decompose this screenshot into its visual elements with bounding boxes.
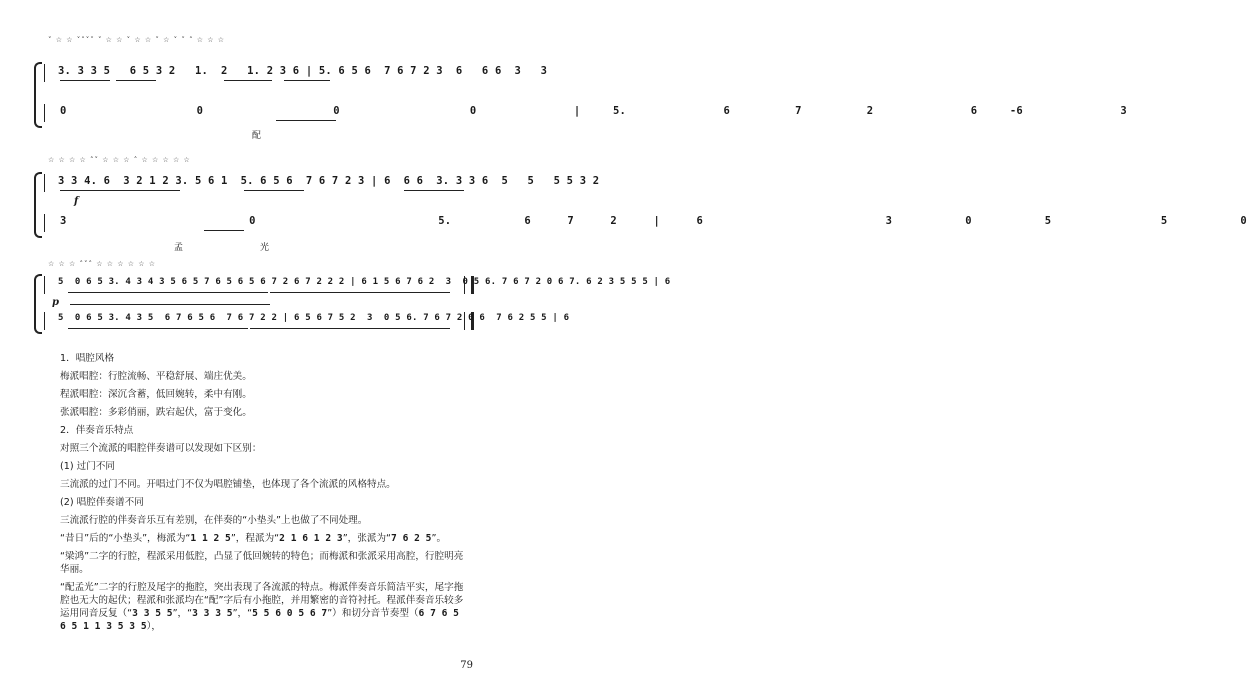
dynamic-extension-line: [70, 304, 270, 305]
notation-cheng: 2 1 6 1 2 3: [279, 533, 343, 544]
ornament-marks: ☆ ☆ ☆ ☆ ˄˅ ☆ ☆ ☆ ˄ ☆ ☆ ☆ ☆ ☆: [48, 156, 191, 164]
accompaniment-staff: [44, 312, 570, 330]
text-line: 三流派的过门不同。开唱过门不仅为唱腔铺垫，也体现了各个流派的风格特点。: [60, 479, 396, 490]
text-line: 梅派唱腔：行腔流畅、平稳舒展、端庄优美。: [60, 371, 252, 382]
accompaniment-notes: 0 0 0 0 | 5. 6 7 2 6 -6 3: [60, 105, 1127, 117]
notation-example: 3 3 5 5: [132, 608, 173, 619]
notation-example: 6 7 6 5 6 5 1 1 3 5 3 5: [60, 608, 459, 632]
notation-mei: 1 1 2 5: [190, 533, 231, 544]
text-line: 张派唱腔：多彩俏丽，跌宕起伏，富于变化。: [60, 407, 252, 418]
body-text: [60, 352, 470, 638]
notation-example: 3 3 3 5: [192, 608, 233, 619]
score-system-2: [34, 156, 1247, 258]
system-brace: [34, 274, 42, 334]
text-line: 程派唱腔：深沉含蓄，低回婉转，柔中有刚。: [60, 389, 252, 400]
system-brace: [34, 62, 42, 128]
text-line: “配孟光”二字的行腔及尾字的拖腔，突出表现了各流派的特点。梅派伴奏音乐简洁平实，尾字拖腔也无大的起伏；程派和张派均在“配”字后有小拖腔，并用繁密的音符衬托。程派伴奏音乐较多运用同音反复（“3 3 5 5”，“3 3 3 5”，“5 5 6 0 5 6 7”）和切分音节奏型（6 7 6 5 6 5 1 1 3 5 3 5），: [60, 582, 464, 632]
voice-staff: [44, 276, 671, 294]
lyric-meng: 孟: [174, 243, 184, 253]
ornament-marks: ☆ ☆ ☆ ˄˅˄ ☆ ☆ ☆ ☆ ☆ ☆: [48, 260, 157, 268]
voice-notes: 3 3 4. 6 3 2 1 2 3. 5 6 1 5. 6 5 6 7 6 7 2 3 | 6 6 6 3. 3 3 6 5 5 5 5 3 2: [58, 175, 600, 187]
system-brace: [34, 172, 42, 238]
lyric-pei: 配: [252, 131, 262, 141]
section-heading-2: 2．伴奏音乐特点: [60, 425, 134, 436]
accompaniment-staff: [44, 214, 1247, 232]
lyric-guang: 光: [260, 243, 270, 253]
voice-notes: 3. 3 3 5 6 5 3 2 1. 2 1. 2 3 6 | 5. 6 5 6 7 6 7 2 3 6 6 6 3 3: [58, 65, 548, 77]
accompaniment-notes: 3 0 5. 6 7 2 | 6 3 0 5 5 0: [60, 215, 1247, 227]
voice-notes: 5 0 6 5 3. 4 3 4 3 5 6 5 7 6 5 6 5 6 7 2 6 7 2 2 2 | 6 1 5 6 7 6 2 3 0 5 6. 7 6 7 2 0 6 7. 6 2 3 5 5 5 | 6: [58, 277, 671, 287]
subheading: (1) 过门不同: [60, 461, 116, 472]
dynamic-piano: p: [52, 297, 59, 308]
text-line: 对照三个流派的唱腔伴奏谱可以发现如下区别：: [60, 443, 262, 454]
voice-staff: [44, 64, 548, 82]
text-line: 三流派行腔的伴奏音乐互有差别，在伴奏的“小垫头”上也做了不同处理。: [60, 515, 368, 526]
page-number: 79: [460, 660, 473, 671]
subheading: (2) 唱腔伴奏谱不同: [60, 497, 144, 508]
section-heading-1: 1．唱腔风格: [60, 353, 115, 364]
text-line: “梁鸿”二字的行腔，程派采用低腔，凸显了低回婉转的特色；而梅派和张派采用高腔，行腔明亮华丽。: [60, 551, 464, 575]
dynamic-forte: f: [74, 196, 79, 207]
score-system-3: [34, 260, 671, 340]
ornament-marks: ˅ ☆ ☆ ˅˄˅˅ ˅ ☆ ☆ ˅ ☆ ☆ ˅ ☆ ˅ ˅ ˄ ☆ ☆ ☆: [48, 36, 226, 44]
score-system-1: [34, 36, 1127, 141]
accompaniment-notes: 5 0 6 5 3. 4 3 5 6 7 6 5 6 7 6 7 2 2 | 6 5 6 7 5 2 3 0 5 6. 7 6 7 2 0 6 7 6 2 5 5 | 6: [58, 313, 570, 323]
notation-zhang: 7 6 2 5: [391, 533, 432, 544]
accompaniment-staff: [44, 104, 1127, 122]
notation-example: 5 5 6 0 5 6 7: [252, 608, 328, 619]
voice-staff: [44, 174, 600, 192]
text-line: “昔日”后的“小垫头”，梅派为“1 1 2 5”，程派为“2 1 6 1 2 3”，张派为“7 6 2 5”。: [60, 533, 447, 544]
